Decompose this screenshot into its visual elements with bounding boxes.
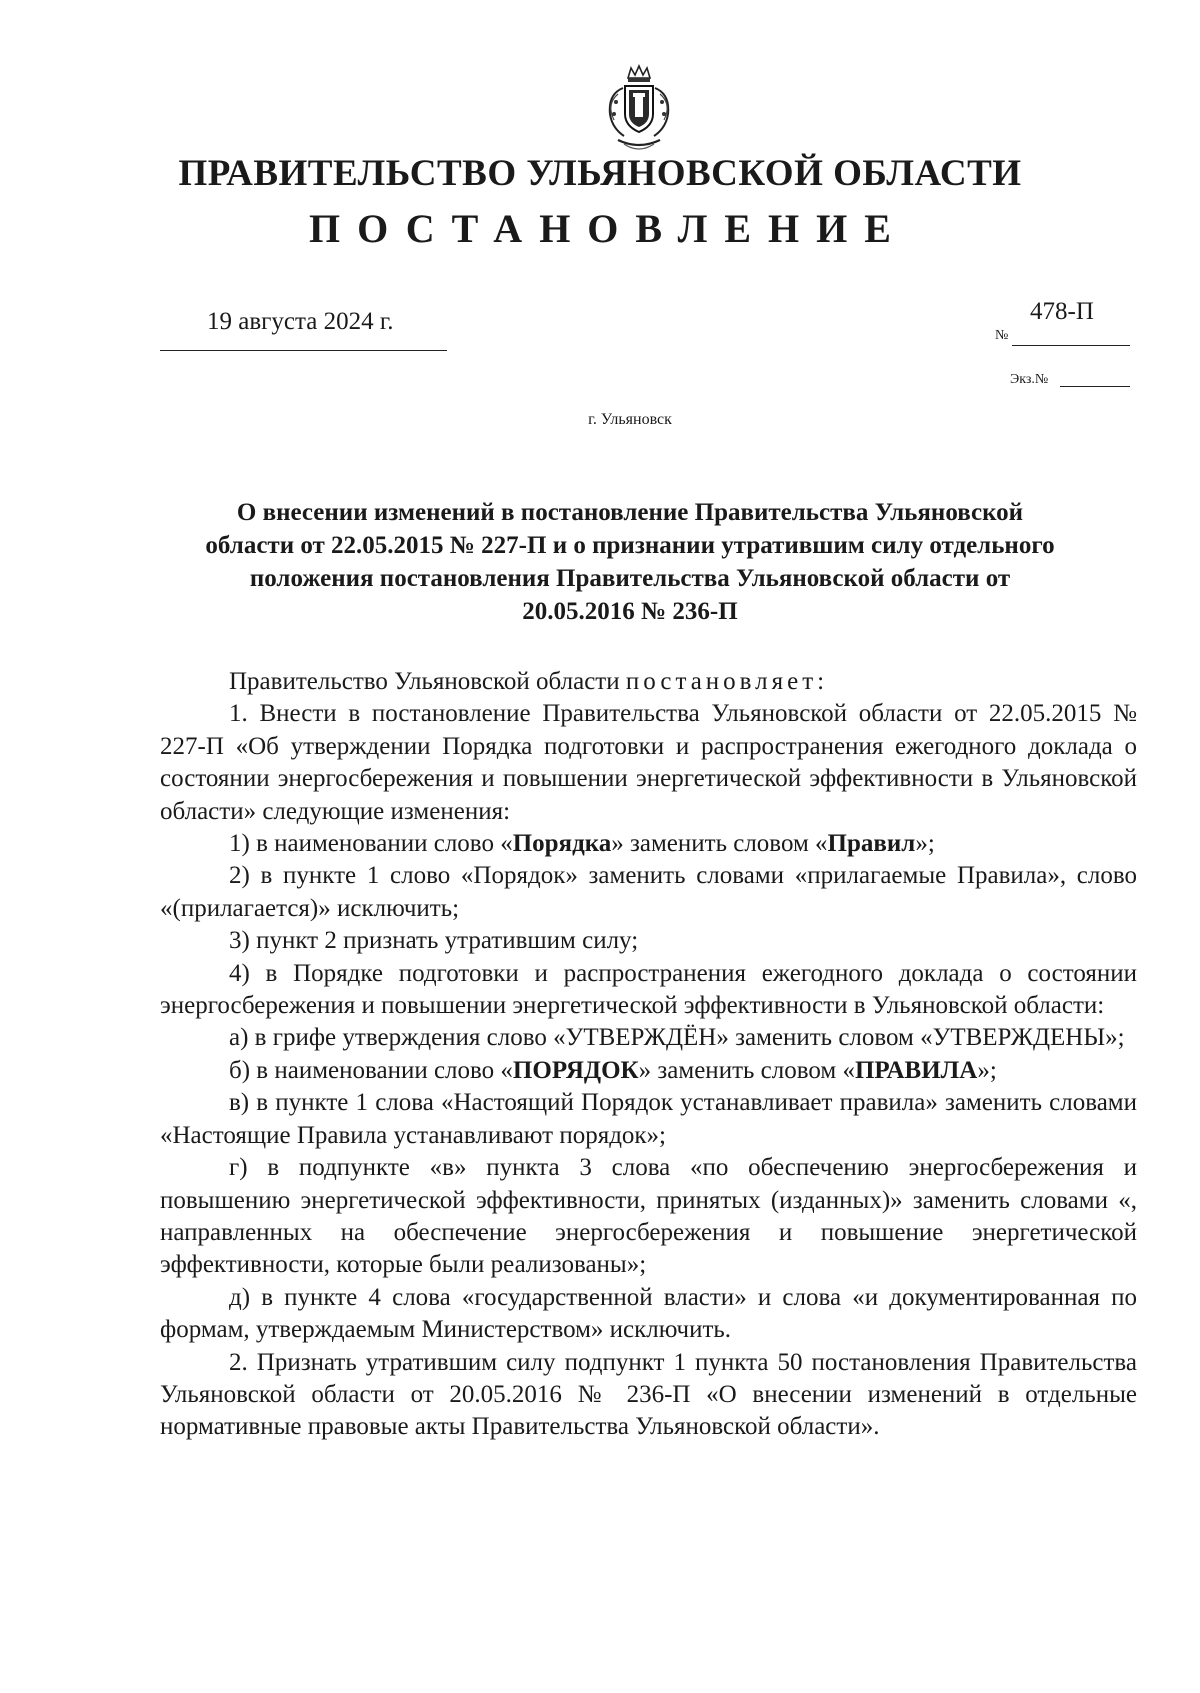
paragraph-1-item-4v: в) в пункте 1 слова «Настоящий Порядок устанавливает правила» заменить словами «Настоящие Правила устанавливают порядок»; [160, 1089, 1137, 1149]
document-number: 478-П [1030, 298, 1094, 325]
paragraph-1-item-4a: а) в грифе утверждения слово «УТВЕРЖДЁН» заменить словом «УТВЕРЖДЕНЫ»; [229, 1024, 1125, 1052]
paragraph-1-item-4b: б) в наименовании слово «ПОРЯДОК» заменить словом «ПРАВИЛА»; [229, 1056, 997, 1084]
number-label: № [995, 328, 1009, 343]
document-type-heading: ПОСТАНОВЛЕНИЕ [309, 206, 908, 251]
copy-number-underline [1060, 386, 1130, 387]
number-underline [1012, 345, 1130, 346]
paragraph-1-item-4g: г) в подпункте «в» пункта 3 слова «по обеспечению энергосбережения и повышению энергетической эффективности, принятых (изданных)» заменить словами «, направленных на обеспечение энергосбережения и повышение энергетической эффективности, которые были реализованы»; [160, 1154, 1137, 1279]
document-date: 19 августа 2024 г. [207, 308, 394, 335]
paragraph-1-item-2: 2) в пункте 1 слово «Порядок» заменить словами «прилагаемые Правила», слово «(прилагается)» исключить; [160, 862, 1137, 922]
paragraph-1-item-3: 3) пункт 2 признать утратившим силу; [229, 927, 639, 955]
date-underline [160, 350, 447, 351]
copy-number-label: Экз.№ [1010, 372, 1049, 387]
paragraph-2: 2. Признать утратившим силу подпункт 1 пункта 50 постановления Правительства Ульяновской области от 20.05.2016 № 236-П «О внесении изменений в отдельные нормативные правовые акты Правительства Ульяновской области». [160, 1348, 1137, 1441]
paragraph-1: 1. Внести в постановление Правительства Ульяновской области от 22.05.2015 № 227-П «Об утверждении Порядка подготовки и распространения ежегодного доклада о состоянии энергосбережения и повышении энергетической эффективности в Ульяновской области» следующие изменения: [160, 700, 1137, 825]
document-subject: О внесении изменений в постановление Правительства Ульяновской области от 22.05.2015 № 227-П и о признании утратившим силу отдельного положения постановления Правительства Ульяновской области от 20.05.2016 № 236-П [205, 499, 1055, 625]
coat-of-arms-icon [598, 64, 680, 156]
organization-title: ПРАВИТЕЛЬСТВО УЛЬЯНОВСКОЙ ОБЛАСТИ [178, 153, 1022, 194]
paragraph-1-item-4: 4) в Порядке подготовки и распространения ежегодного доклада о состоянии энергосбережения и повышении энергетической эффективности в Ульяновской области: [160, 959, 1137, 1020]
paragraph-1-item-4d: д) в пункте 4 слова «государственной власти» и слова «и документированная по формам, утверждаемым Министерством» исключить. [160, 1283, 1137, 1344]
preamble-verb: постановляет: [625, 668, 829, 695]
city-name: г. Ульяновск [588, 411, 672, 428]
paragraph-1-item-1: 1) в наименовании слово «Порядка» заменить словом «Правил»; [229, 830, 935, 858]
document-body [160, 666, 1137, 1444]
preamble: Правительство Ульяновской области постановляет: [229, 668, 829, 695]
